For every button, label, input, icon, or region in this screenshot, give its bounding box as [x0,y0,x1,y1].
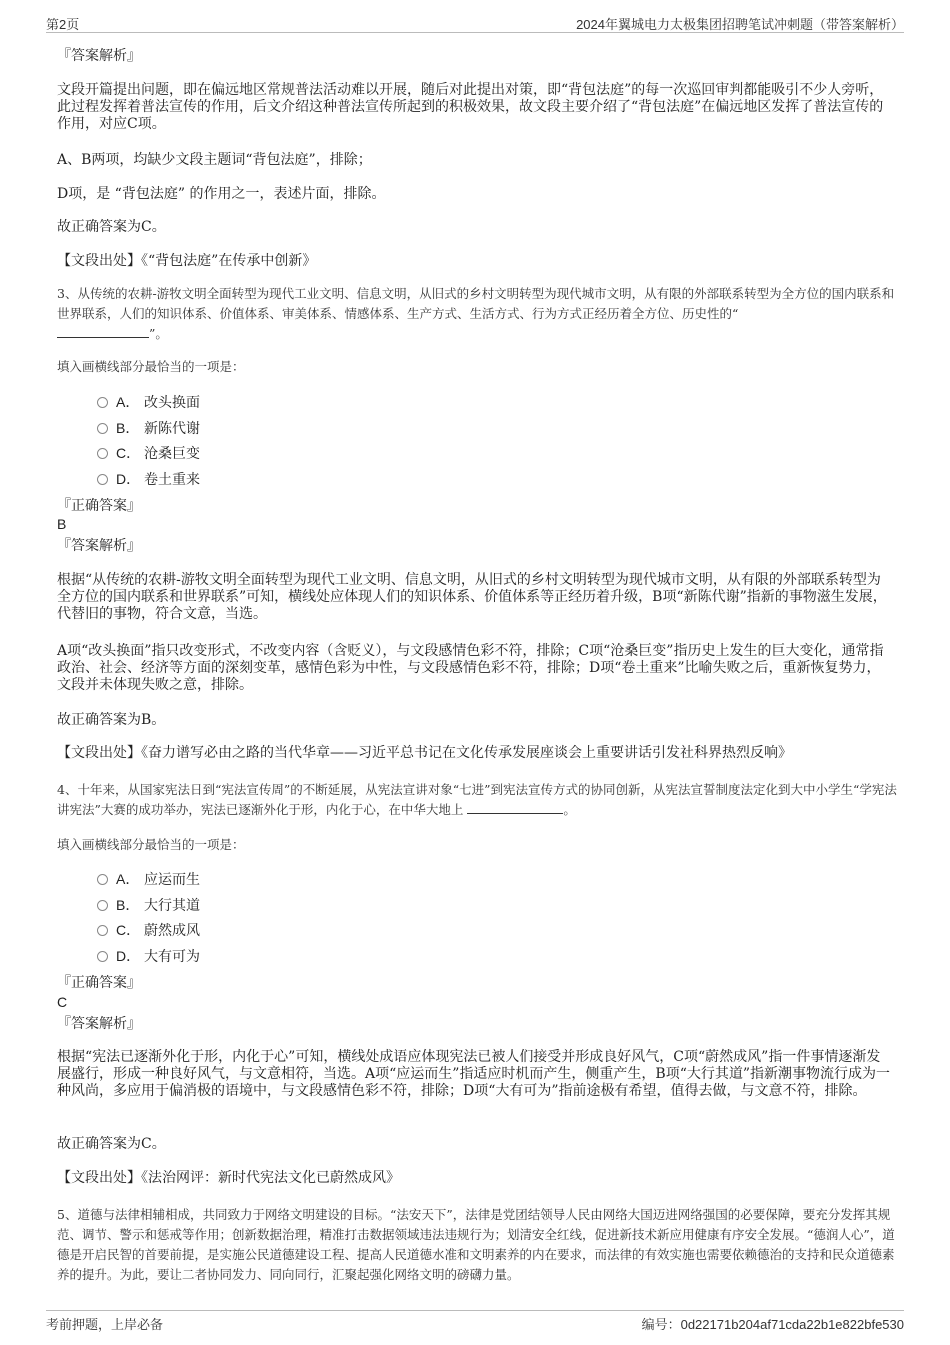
analysis-paragraph: A、B两项，均缺少文段主题词“背包法庭”，排除； [57,152,372,168]
question-stem-text: 3、从传统的农耕-游牧文明全面转型为现代工业文明、信息文明，从旧式的乡村文明转型为现代城市文明，从有限的外部联系转型为全方位的国内联系和世界联系，人们的知识体系、价值体系、审美体系、情感体系、生产方式、生活方式、行为方式正经历着全方位、历史性的“ [57,286,895,321]
radio-icon[interactable] [97,925,108,936]
analysis-paragraph: A项“改头换面”指只改变形式，不改变内容（含贬义），与文段感情色彩不符，排除；C项“沧桑巨变”指历史上发生的巨大变化，通常指政治、社会、经济等方面的深刻变革，感情色彩为中性，与文段感情色彩不符，排除；D项“卷土重来”比喻失败之后，重新恢复势力，文段并未体现失败之意，排除。 [57,643,884,693]
question-stem [57,780,903,820]
analysis-paragraph: 文段开篇提出问题，即在偏远地区常规普法活动难以开展，随后对此提出对策，即“背包法庭”的每一次巡回审判都能吸引不少人旁听，此过程发挥着普法宣传的作用，后文介绍这种普法宣传所起到的积极效果，故文段主要介绍了“背包法庭”在偏远地区发挥了普法宣传的作用，对应C项。 [57,82,884,132]
correct-answer-sentence: 故正确答案为B。 [57,712,166,728]
analysis-heading: 『答案解析』 [57,1016,141,1032]
header-divider [46,32,904,33]
radio-icon[interactable] [97,951,108,962]
document-id: 编号：0d22171b204af71cda22b1e822bfe530 [641,1317,904,1332]
analysis-paragraph: D项，是 “背包法庭” 的作用之一，表述片面，排除。 [57,186,386,202]
radio-icon[interactable] [97,397,108,408]
question-stem: 5、道德与法律相辅相成，共同致力于网络文明建设的目标。“法安天下”，法律是党团结领导人民由网络大国迈进网络强国的必要保障，要充分发挥其规范、调节、警示和惩戒等作用；创新数据治理，精准打击数据领域违法违规行为；划清安全红线，促进新技术新应用健康有序安全发展。“德润人心”，道德是开启民智的首要前提，是实施公民道德建设工程、提高人民道德水准和文明素养的内在要求，而法律的有效实施也需要依赖德治的支持和民众道德素养的提升。为此，要让二者协同发力、同向同行，汇聚起强化网络文明的磅礴力量。 [57,1207,895,1282]
question-stem-text: 4、十年来，从国家宪法日到“宪法宣传周”的不断延展，从宪法宣讲对象“七进”到宪法宣传方式的协同创新，从宪法宣誓制度法定化到大中小学生“学宪法讲宪法”大赛的成功举办，宪法已逐渐外化于形，内化于心，在中华大地上 [57,782,897,817]
correct-answer-sentence: 故正确答案为C。 [57,1136,166,1152]
option-d[interactable]: D． 大有可为 [97,946,200,966]
source-citation: 【文段出处】《法治网评：新时代宪法文化已蔚然成风》 [57,1170,400,1186]
radio-icon[interactable] [97,874,108,885]
page-number: 第2页 [46,17,80,32]
analysis-paragraph: 根据“从传统的农耕-游牧文明全面转型为现代工业文明、信息文明，从旧式的乡村文明转型为现代城市文明，从有限的外部联系转型为全方位的国内联系和世界联系”可知，横线处应体现人们的知识体系、价值体系等正经历着升级，B项“新陈代谢”指新的事物滋生发展，代替旧的事物，符合文意，当选。 [57,572,887,622]
option-a[interactable]: A． 应运而生 [97,869,200,889]
option-a[interactable]: A． 改头换面 [97,392,200,412]
correct-answer-heading: 『正确答案』 [57,498,141,514]
option-c[interactable]: C． 蔚然成风 [97,920,200,940]
radio-icon[interactable] [97,900,108,911]
question-stem [57,284,903,344]
correct-answer-value: B [57,516,67,532]
question-stem-end: ”。 [149,326,168,341]
option-c[interactable]: C． 沧桑巨变 [97,443,200,463]
radio-icon[interactable] [97,474,108,485]
source-citation: 【文段出处】《奋力谱写必由之路的当代华章——习近平总书记在文化传承发展座谈会上重要讲话引发社科界热烈反响》 [57,745,792,761]
analysis-heading: 『答案解析』 [57,538,141,554]
fill-blank [467,802,563,814]
document-title: 2024年翼城电力太极集团招聘笔试冲刺题（带答案解析） [576,17,904,32]
source-citation: 【文段出处】《“背包法庭”在传承中创新》 [57,253,317,269]
footer-divider [46,1310,904,1311]
radio-icon[interactable] [97,448,108,459]
option-b[interactable]: B． 大行其道 [97,895,200,915]
radio-icon[interactable] [97,423,108,434]
page-header [46,10,904,32]
correct-answer-heading: 『正确答案』 [57,975,141,991]
footer-slogan: 考前押题，上岸必备 [46,1318,164,1333]
question-instruction: 填入画横线部分最恰当的一项是： [57,359,245,374]
correct-answer-value: C [57,994,68,1010]
question-stem-end: 。 [563,802,576,817]
correct-answer-sentence: 故正确答案为C。 [57,219,166,235]
analysis-paragraph: 根据“宪法已逐渐外化于形，内化于心”可知，横线处成语应体现宪法已被人们接受并形成良好风气，C项“蔚然成风”指一件事情逐渐发展盛行，形成一种良好风气，与文意相符，当选。A项“应运而生”指适应时机而产生，侧重产生，B项“大行其道”指新潮事物流行成为一种风尚，多应用于偏消极的语境中，与文段感情色彩不符，排除；D项“大有可为”指前途极有希望，值得去做，与文意不符，排除。 [57,1049,891,1099]
option-b[interactable]: B． 新陈代谢 [97,418,200,438]
option-d[interactable]: D． 卷土重来 [97,469,200,489]
question-instruction: 填入画横线部分最恰当的一项是： [57,837,245,852]
fill-blank [57,326,149,338]
analysis-heading: 『答案解析』 [57,48,141,64]
